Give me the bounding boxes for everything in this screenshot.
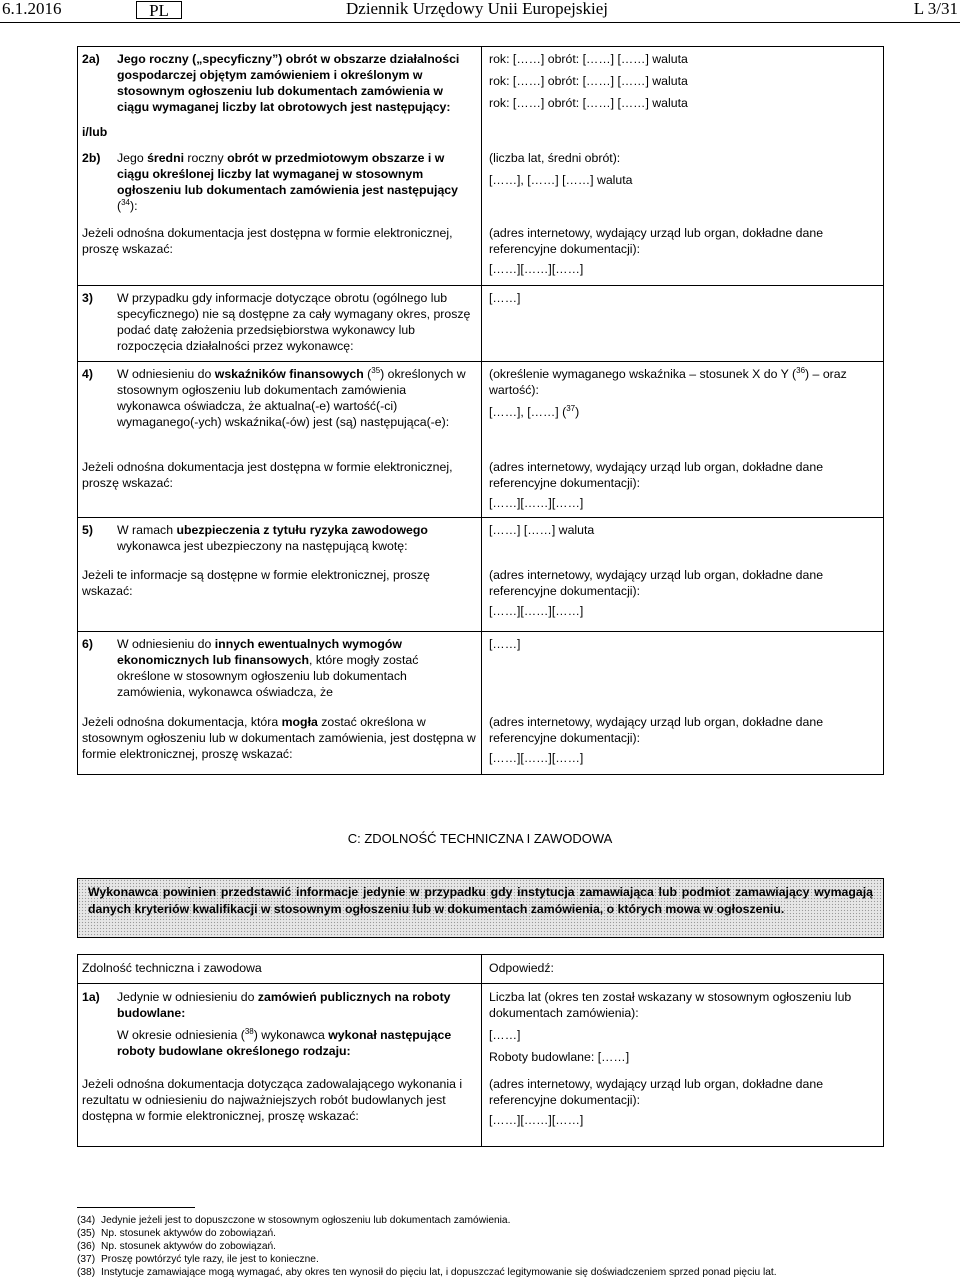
documentation-answer: (adres internetowy, wydający urząd lub organ, dokładne dane referencyjne dokumentacji): (489, 460, 824, 490)
answer-label: Liczba lat (okres ten został wskazany w stosownym ogłoszeniu lub dokumentach zamówienia): (489, 990, 852, 1020)
documentation-value: [……][……][……] (489, 751, 584, 765)
publication-date: 6.1.2016 (2, 0, 62, 18)
answer-value: [……] (489, 1028, 521, 1042)
question-text: Jedynie w odniesieniu do zamówień publicznych na roboty budowlane: W okresie odniesienia ($^{38}$) wykonawca wykonał następujące roboty budowlane określonego rodzaju: (117, 990, 452, 1058)
answer-value: [……] (489, 291, 521, 305)
documentation-question: Jeżeli odnośna dokumentacja jest dostępna w formie elektronicznej, proszę wskazać: (82, 226, 453, 256)
documentation-question: Jeżeli odnośna dokumentacja, która mogła zostać określona w stosownym ogłoszeniu lub w dokumentach zamówienia, jest dostępna w formie elektronicznej, proszę wskazać: (82, 715, 476, 761)
page-header (0, 1, 960, 23)
documentation-question: Jeżeli te informacje są dostępne w formie elektronicznej, proszę wskazać: (82, 568, 430, 598)
footnote-ref: 38 (244, 1026, 254, 1036)
row-number: 5) (82, 523, 93, 537)
row-6 (78, 631, 883, 699)
row-number: 3) (82, 291, 93, 305)
documentation-answer: (adres internetowy, wydający urząd lub organ, dokładne dane referencyjne dokumentacji): (489, 715, 824, 745)
row-3 (78, 285, 883, 352)
journal-title: Dziennik Urzędowy Unii Europejskiej (346, 0, 609, 18)
row-4 (78, 361, 883, 429)
answer-value: [……] (489, 637, 521, 651)
language-code-box: PL (136, 1, 182, 19)
answer-value: [……], [……] ($^{37}$) (489, 403, 580, 419)
question-text: Jego średni roczny obrót w przedmiotowym obszarze i w ciągu określonej liczby lat wymaganej w stosownym ogłoszeniu lub dokumentach zamówienia jest następujący ($^{34}$): (117, 151, 458, 213)
answer-label: (liczba lat, średni obrót): (489, 151, 621, 165)
turnover-answer-line: rok: [……] obrót: [……] [……] waluta (489, 96, 688, 110)
documentation-value: [……][……][……] (489, 496, 584, 510)
documentation-value: [……][……][……] (489, 604, 584, 618)
documentation-question: Jeżeli odnośna dokumentacja dotycząca zadowalającego wykonania i rezultatu w odniesieniu do najważniejszych robót budowlanych jest dostępna w formie elektronicznej, proszę wskazać: (82, 1077, 463, 1123)
documentation-answer: (adres internetowy, wydający urząd lub organ, dokładne dane referencyjne dokumentacji): (489, 568, 824, 598)
answer-label: (określenie wymaganego wskaźnika – stosunek X do Y ($^{36}$) – oraz wartość): (489, 365, 847, 397)
row-number: 2a) (82, 52, 100, 66)
financial-standing-table (77, 46, 884, 775)
notice-box: Wykonawca powinien przedstawić informacje jedynie w przypadku gdy instytucja zamawiająca lub podmiot zamawiający wymagają danych kryteriów kwalifikacji w stosownym ogłoszeniu lub w dokumentach zamówienia, o których mowa w ogłoszeniu. (77, 878, 884, 938)
answer-value: Roboty budowlane: [……] (489, 1050, 630, 1064)
answer-value: [……] [……] waluta (489, 523, 595, 537)
column-header-left: Zdolność techniczna i zawodowa (82, 961, 262, 975)
question-text: Jego roczny („specyficzny”) obrót w obszarze działalności gospodarczej objętym zamówieniem i określonym w stosownym ogłoszeniu lub dokumentach zamówienia w ciągu wymaganej liczby lat obrotowych jest następujący: (117, 52, 460, 114)
question-text: W odniesieniu do innych ewentualnych wymogów ekonomicznych lub finansowych, które mogły zostać określone w stosownym ogłoszeniu lub dokumentach zamówienia, wykonawca oświadcza, że (117, 637, 419, 699)
turnover-answer-line: rok: [……] obrót: [……] [……] waluta (489, 52, 688, 66)
documentation-answer: (adres internetowy, wydający urząd lub organ, dokładne dane referencyjne dokumentacji): (489, 226, 824, 256)
question-text: W odniesieniu do wskaźników finansowych ($^{35}$) określonych w stosownym ogłoszeniu lub dokumentach zamówienia wykonawca oświadcza, że aktualna(-e) wartość(-ci) wymaganego(-ych) wskaźnika(-ów) jest (są) następująca(-e): (117, 365, 466, 429)
documentation-answer: (adres internetowy, wydający urząd lub organ, dokładne dane referencyjne dokumentacji): (489, 1077, 824, 1107)
documentation-value: [……][……][……] (489, 1113, 584, 1127)
question-text: W ramach ubezpieczenia z tytułu ryzyka zawodowego wykonawca jest ubezpieczony na następującą kwotę: (117, 523, 428, 553)
row-number: 1a) (82, 990, 100, 1004)
row-number: 2b) (82, 151, 101, 165)
footnote-ref: 35 (371, 365, 381, 375)
answer-value: [……], [……] [……] waluta (489, 173, 633, 187)
page-reference: L 3/31 (913, 0, 958, 18)
row-number: 6) (82, 637, 93, 651)
documentation-value: [……][……][……] (489, 262, 584, 276)
column-divider (481, 47, 482, 774)
column-header-right: Odpowiedź: (489, 961, 554, 975)
turnover-answer-line: rok: [……] obrót: [……] [……] waluta (489, 74, 688, 88)
footnote-ref: 37 (566, 403, 576, 413)
documentation-question: Jeżeli odnośna dokumentacja jest dostępna w formie elektronicznej, proszę wskazać: (82, 460, 453, 490)
question-text: W przypadku gdy informacje dotyczące obrotu (ogólnego lub specyficznego) nie są dostępne za cały wymagany okres, proszę podać datę założenia przedsiębiorstwa wykonawcy lub rozpoczęcia działalności przez wykonawcę: (117, 291, 471, 353)
table-header-row (78, 955, 883, 984)
and-or-label: i/lub (82, 125, 108, 139)
section-title: C: ZDOLNOŚĆ TECHNICZNA I ZAWODOWA (347, 831, 613, 846)
footnote-rule (77, 1207, 195, 1208)
footnote-ref: 34 (121, 197, 131, 207)
row-5 (78, 517, 883, 553)
row-number: 4) (82, 367, 93, 381)
footnote-ref: 36 (796, 365, 806, 375)
technical-capacity-table (77, 954, 884, 1147)
